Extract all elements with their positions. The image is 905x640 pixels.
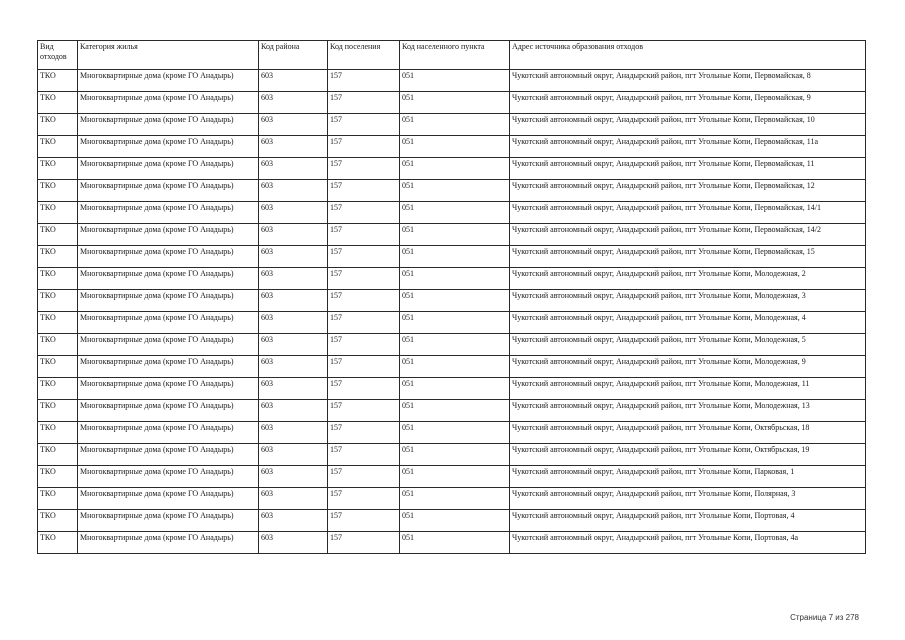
cell-settlement-code: 157 (328, 114, 400, 136)
cell-district-code: 603 (259, 290, 328, 312)
cell-source-address: Чукотский автономный округ, Анадырский район, пгт Угольные Копи, Первомайская, 9 (510, 92, 866, 114)
cell-district-code: 603 (259, 466, 328, 488)
cell-district-code: 603 (259, 312, 328, 334)
cell-housing-category: Многоквартирные дома (кроме ГО Анадырь) (78, 422, 259, 444)
cell-source-address: Чукотский автономный округ, Анадырский район, пгт Угольные Копи, Молодежная, 11 (510, 378, 866, 400)
cell-waste-type: ТКО (38, 246, 78, 268)
cell-district-code: 603 (259, 70, 328, 92)
cell-district-code: 603 (259, 224, 328, 246)
cell-settlement-code: 157 (328, 532, 400, 554)
cell-locality-code: 051 (400, 180, 510, 202)
cell-source-address: Чукотский автономный округ, Анадырский район, пгт Угольные Копи, Первомайская, 8 (510, 70, 866, 92)
cell-settlement-code: 157 (328, 290, 400, 312)
table-row (38, 334, 866, 356)
cell-source-address: Чукотский автономный округ, Анадырский район, пгт Угольные Копи, Первомайская, 12 (510, 180, 866, 202)
cell-district-code: 603 (259, 246, 328, 268)
table-row (38, 532, 866, 554)
cell-source-address: Чукотский автономный округ, Анадырский район, пгт Угольные Копи, Молодежная, 4 (510, 312, 866, 334)
cell-locality-code: 051 (400, 136, 510, 158)
cell-district-code: 603 (259, 488, 328, 510)
cell-settlement-code: 157 (328, 356, 400, 378)
table-row (38, 422, 866, 444)
cell-locality-code: 051 (400, 92, 510, 114)
header-source-address: Адрес источника образования отходов (510, 41, 866, 70)
cell-source-address: Чукотский автономный округ, Анадырский район, пгт Угольные Копи, Октябрьская, 19 (510, 444, 866, 466)
header-district-code: Код района (259, 41, 328, 70)
cell-source-address: Чукотский автономный округ, Анадырский район, пгт Угольные Копи, Первомайская, 14/1 (510, 202, 866, 224)
cell-source-address: Чукотский автономный округ, Анадырский район, пгт Угольные Копи, Портовая, 4 (510, 510, 866, 532)
cell-district-code: 603 (259, 202, 328, 224)
cell-source-address: Чукотский автономный округ, Анадырский район, пгт Угольные Копи, Молодежная, 3 (510, 290, 866, 312)
cell-district-code: 603 (259, 92, 328, 114)
header-waste-type: Вид отходов (38, 41, 78, 70)
table-row (38, 224, 866, 246)
cell-settlement-code: 157 (328, 466, 400, 488)
cell-housing-category: Многоквартирные дома (кроме ГО Анадырь) (78, 312, 259, 334)
cell-source-address: Чукотский автономный округ, Анадырский район, пгт Угольные Копи, Парковая, 1 (510, 466, 866, 488)
cell-waste-type: ТКО (38, 488, 78, 510)
cell-waste-type: ТКО (38, 180, 78, 202)
cell-settlement-code: 157 (328, 158, 400, 180)
cell-housing-category: Многоквартирные дома (кроме ГО Анадырь) (78, 466, 259, 488)
header-housing-category: Категория жилья (78, 41, 259, 70)
cell-district-code: 603 (259, 180, 328, 202)
table-row (38, 510, 866, 532)
table-row (38, 202, 866, 224)
cell-locality-code: 051 (400, 422, 510, 444)
cell-waste-type: ТКО (38, 136, 78, 158)
cell-district-code: 603 (259, 334, 328, 356)
cell-housing-category: Многоквартирные дома (кроме ГО Анадырь) (78, 114, 259, 136)
footer-total-pages: 278 (845, 613, 859, 622)
cell-source-address: Чукотский автономный округ, Анадырский район, пгт Угольные Копи, Октябрьская, 18 (510, 422, 866, 444)
cell-district-code: 603 (259, 136, 328, 158)
cell-waste-type: ТКО (38, 92, 78, 114)
cell-waste-type: ТКО (38, 334, 78, 356)
table-row (38, 158, 866, 180)
cell-settlement-code: 157 (328, 180, 400, 202)
cell-housing-category: Многоквартирные дома (кроме ГО Анадырь) (78, 136, 259, 158)
cell-housing-category: Многоквартирные дома (кроме ГО Анадырь) (78, 224, 259, 246)
cell-waste-type: ТКО (38, 532, 78, 554)
cell-locality-code: 051 (400, 202, 510, 224)
cell-settlement-code: 157 (328, 246, 400, 268)
table-row (38, 378, 866, 400)
cell-district-code: 603 (259, 532, 328, 554)
footer-page-word: Страница (790, 613, 827, 622)
cell-source-address: Чукотский автономный округ, Анадырский район, пгт Угольные Копи, Молодежная, 2 (510, 268, 866, 290)
cell-district-code: 603 (259, 158, 328, 180)
cell-source-address: Чукотский автономный округ, Анадырский район, пгт Угольные Копи, Полярная, 3 (510, 488, 866, 510)
cell-housing-category: Многоквартирные дома (кроме ГО Анадырь) (78, 356, 259, 378)
cell-district-code: 603 (259, 510, 328, 532)
table-row (38, 136, 866, 158)
header-settlement-code: Код поселения (328, 41, 400, 70)
header-locality-code: Код населенного пункта (400, 41, 510, 70)
cell-district-code: 603 (259, 422, 328, 444)
table-row (38, 400, 866, 422)
cell-housing-category: Многоквартирные дома (кроме ГО Анадырь) (78, 334, 259, 356)
cell-locality-code: 051 (400, 356, 510, 378)
cell-waste-type: ТКО (38, 356, 78, 378)
cell-waste-type: ТКО (38, 158, 78, 180)
cell-locality-code: 051 (400, 488, 510, 510)
cell-housing-category: Многоквартирные дома (кроме ГО Анадырь) (78, 158, 259, 180)
cell-housing-category: Многоквартирные дома (кроме ГО Анадырь) (78, 202, 259, 224)
cell-locality-code: 051 (400, 224, 510, 246)
table-row (38, 356, 866, 378)
cell-locality-code: 051 (400, 70, 510, 92)
cell-locality-code: 051 (400, 532, 510, 554)
cell-waste-type: ТКО (38, 70, 78, 92)
table-row (38, 268, 866, 290)
cell-locality-code: 051 (400, 510, 510, 532)
table-row (38, 444, 866, 466)
cell-district-code: 603 (259, 400, 328, 422)
cell-waste-type: ТКО (38, 312, 78, 334)
table-row (38, 290, 866, 312)
cell-settlement-code: 157 (328, 510, 400, 532)
cell-housing-category: Многоквартирные дома (кроме ГО Анадырь) (78, 92, 259, 114)
cell-waste-type: ТКО (38, 268, 78, 290)
cell-housing-category: Многоквартирные дома (кроме ГО Анадырь) (78, 246, 259, 268)
cell-source-address: Чукотский автономный округ, Анадырский район, пгт Угольные Копи, Первомайская, 10 (510, 114, 866, 136)
table-row (38, 466, 866, 488)
cell-settlement-code: 157 (328, 202, 400, 224)
cell-settlement-code: 157 (328, 378, 400, 400)
cell-waste-type: ТКО (38, 444, 78, 466)
cell-source-address: Чукотский автономный округ, Анадырский район, пгт Угольные Копи, Первомайская, 11 (510, 158, 866, 180)
cell-settlement-code: 157 (328, 334, 400, 356)
cell-settlement-code: 157 (328, 400, 400, 422)
cell-waste-type: ТКО (38, 466, 78, 488)
table-row (38, 92, 866, 114)
cell-housing-category: Многоквартирные дома (кроме ГО Анадырь) (78, 70, 259, 92)
cell-housing-category: Многоквартирные дома (кроме ГО Анадырь) (78, 290, 259, 312)
cell-source-address: Чукотский автономный округ, Анадырский район, пгт Угольные Копи, Портовая, 4а (510, 532, 866, 554)
cell-waste-type: ТКО (38, 202, 78, 224)
cell-housing-category: Многоквартирные дома (кроме ГО Анадырь) (78, 532, 259, 554)
cell-waste-type: ТКО (38, 400, 78, 422)
cell-locality-code: 051 (400, 400, 510, 422)
cell-settlement-code: 157 (328, 268, 400, 290)
cell-source-address: Чукотский автономный округ, Анадырский район, пгт Угольные Копи, Молодежная, 9 (510, 356, 866, 378)
cell-district-code: 603 (259, 268, 328, 290)
cell-waste-type: ТКО (38, 378, 78, 400)
cell-district-code: 603 (259, 114, 328, 136)
cell-settlement-code: 157 (328, 92, 400, 114)
cell-locality-code: 051 (400, 378, 510, 400)
cell-settlement-code: 157 (328, 136, 400, 158)
cell-housing-category: Многоквартирные дома (кроме ГО Анадырь) (78, 400, 259, 422)
cell-waste-type: ТКО (38, 422, 78, 444)
table-row (38, 246, 866, 268)
cell-housing-category: Многоквартирные дома (кроме ГО Анадырь) (78, 180, 259, 202)
cell-source-address: Чукотский автономный округ, Анадырский район, пгт Угольные Копи, Первомайская, 11а (510, 136, 866, 158)
table-row (38, 312, 866, 334)
cell-housing-category: Многоквартирные дома (кроме ГО Анадырь) (78, 268, 259, 290)
cell-waste-type: ТКО (38, 510, 78, 532)
cell-settlement-code: 157 (328, 70, 400, 92)
cell-locality-code: 051 (400, 290, 510, 312)
table-row (38, 180, 866, 202)
cell-locality-code: 051 (400, 312, 510, 334)
cell-settlement-code: 157 (328, 312, 400, 334)
cell-locality-code: 051 (400, 246, 510, 268)
cell-housing-category: Многоквартирные дома (кроме ГО Анадырь) (78, 378, 259, 400)
cell-locality-code: 051 (400, 268, 510, 290)
cell-locality-code: 051 (400, 334, 510, 356)
cell-district-code: 603 (259, 356, 328, 378)
cell-locality-code: 051 (400, 466, 510, 488)
footer-of-word: из (835, 613, 844, 622)
table-row (38, 488, 866, 510)
cell-waste-type: ТКО (38, 224, 78, 246)
cell-locality-code: 051 (400, 158, 510, 180)
cell-waste-type: ТКО (38, 290, 78, 312)
cell-housing-category: Многоквартирные дома (кроме ГО Анадырь) (78, 510, 259, 532)
cell-settlement-code: 157 (328, 224, 400, 246)
cell-district-code: 603 (259, 378, 328, 400)
cell-settlement-code: 157 (328, 488, 400, 510)
cell-locality-code: 051 (400, 444, 510, 466)
cell-source-address: Чукотский автономный округ, Анадырский район, пгт Угольные Копи, Молодежная, 5 (510, 334, 866, 356)
page-footer (790, 613, 859, 622)
cell-housing-category: Многоквартирные дома (кроме ГО Анадырь) (78, 444, 259, 466)
table-body (38, 70, 866, 554)
cell-source-address: Чукотский автономный округ, Анадырский район, пгт Угольные Копи, Молодежная, 13 (510, 400, 866, 422)
cell-settlement-code: 157 (328, 422, 400, 444)
table-row (38, 114, 866, 136)
cell-district-code: 603 (259, 444, 328, 466)
cell-locality-code: 051 (400, 114, 510, 136)
table-row (38, 70, 866, 92)
footer-page-number: 7 (828, 613, 834, 622)
cell-housing-category: Многоквартирные дома (кроме ГО Анадырь) (78, 488, 259, 510)
table-header-row (38, 41, 866, 70)
waste-sources-table (37, 40, 866, 554)
cell-settlement-code: 157 (328, 444, 400, 466)
cell-source-address: Чукотский автономный округ, Анадырский район, пгт Угольные Копи, Первомайская, 15 (510, 246, 866, 268)
cell-source-address: Чукотский автономный округ, Анадырский район, пгт Угольные Копи, Первомайская, 14/2 (510, 224, 866, 246)
cell-waste-type: ТКО (38, 114, 78, 136)
